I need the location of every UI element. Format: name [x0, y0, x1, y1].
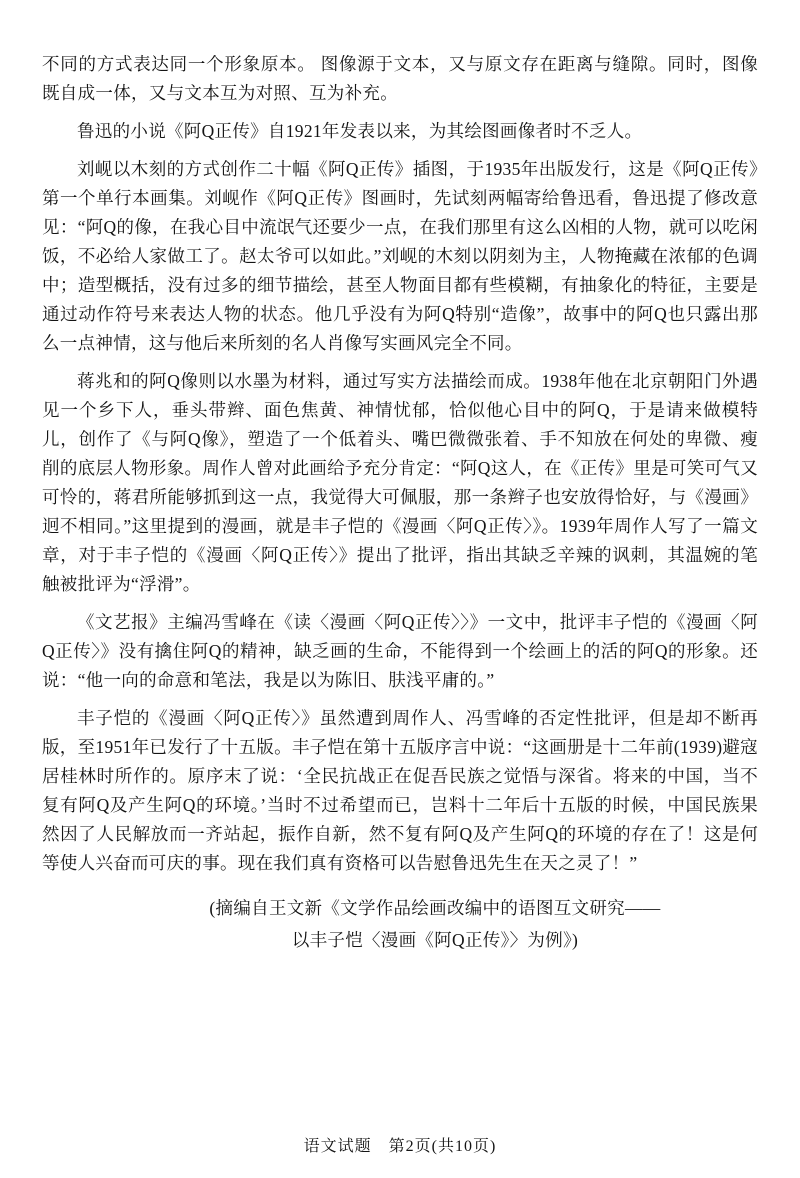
attribution-line: 以丰子恺〈漫画《阿Q正传》〉为例》)	[291, 930, 579, 950]
paragraph: 丰子恺的《漫画〈阿Q正传〉》虽然遭到周作人、冯雪峰的否定性批评，但是却不断再版，至1951年已发行了十五版。丰子恺在第十五版序言中说：“这画册是十二年前(1939)避寇居桂林时所作的。原序末了说：‘全民抗战正在促吾民族之觉悟与深省。将来的中国，当不复有阿Q及产生阿Q的环境。’当时不过希望而已，岂料十二年后十五版的时候，中国民族果然因了人民解放而一齐站起，振作自新，然不复有阿Q及产生阿Q的环境的存在了！这是何等使人兴奋而可庆的事。现在我们真有资格可以告慰鲁迅先生在天之灵了！”	[42, 708, 758, 873]
paragraph: 不同的方式表达同一个形象原本。 图像源于文本，又与原文存在距离与缝隙。同时，图像既自成一体，又与文本互为对照、互为补充。	[42, 54, 758, 103]
paragraph: 蒋兆和的阿Q像则以水墨为材料，通过写实方法描绘而成。1938年他在北京朝阳门外遇见一个乡下人，垂头带辫、面色焦黄、神情忧郁，恰似他心目中的阿Q，于是请来做模特儿，创作了《与阿Q像》，塑造了一个低着头、嘴巴微微张着、手不知放在何处的卑微、瘦削的底层人物形象。周作人曾对此画给予充分肯定：“阿Q这人，在《正传》里是可笑可气又可怜的，蒋君所能够抓到这一点，我觉得大可佩服，那一条辫子也安放得恰好，与《漫画》迥不相同。”这里提到的漫画，就是丰子恺的《漫画〈阿Q正传〉》。1939年周作人写了一篇文章，对于丰子恺的《漫画〈阿Q正传〉》提出了批评，指出其缺乏辛辣的讽刺，其温婉的笔触被批评为“浮滑”。	[42, 371, 758, 594]
paragraph: 刘岘以木刻的方式创作二十幅《阿Q正传》插图，于1935年出版发行，这是《阿Q正传》第一个单行本画集。刘岘作《阿Q正传》图画时，先试刻两幅寄给鲁迅看，鲁迅提了修改意见：“阿Q的像，在我心目中流氓气还要少一点，在我们那里有这么凶相的人物，就可以吃闲饭，不必给人家做工了。赵太爷可以如此。”刘岘的木刻以阴刻为主，人物掩藏在浓郁的色调中；造型概括，没有过多的细节描绘，甚至人物面目都有些模糊，有抽象化的特征，主要是通过动作符号来表达人物的状态。他几乎没有为阿Q特别“造像”，故事中的阿Q也只露出那么一点神情，这与他后来所刻的名人肖像写实画风完全不同。	[42, 159, 758, 353]
attribution-line: (摘编自王文新《文学作品绘画改编中的语图互文研究——	[209, 898, 661, 918]
paragraph: 《文艺报》主编冯雪峰在《读〈漫画〈阿Q正传〉〉》一文中，批评丰子恺的《漫画〈阿Q正传〉》没有擒住阿Q的精神，缺乏画的生命，不能得到一个绘画上的活的阿Q的形象。还说：“他一向的命意和笔法，我是以为陈旧、肤浅平庸的。”	[42, 612, 758, 690]
paragraph: 鲁迅的小说《阿Q正传》自1921年发表以来，为其绘图画像者时不乏人。	[77, 121, 643, 141]
body-text	[42, 50, 758, 878]
page-footer: 语文试题 第2页(共10页)	[303, 1138, 497, 1155]
attribution	[42, 892, 758, 956]
